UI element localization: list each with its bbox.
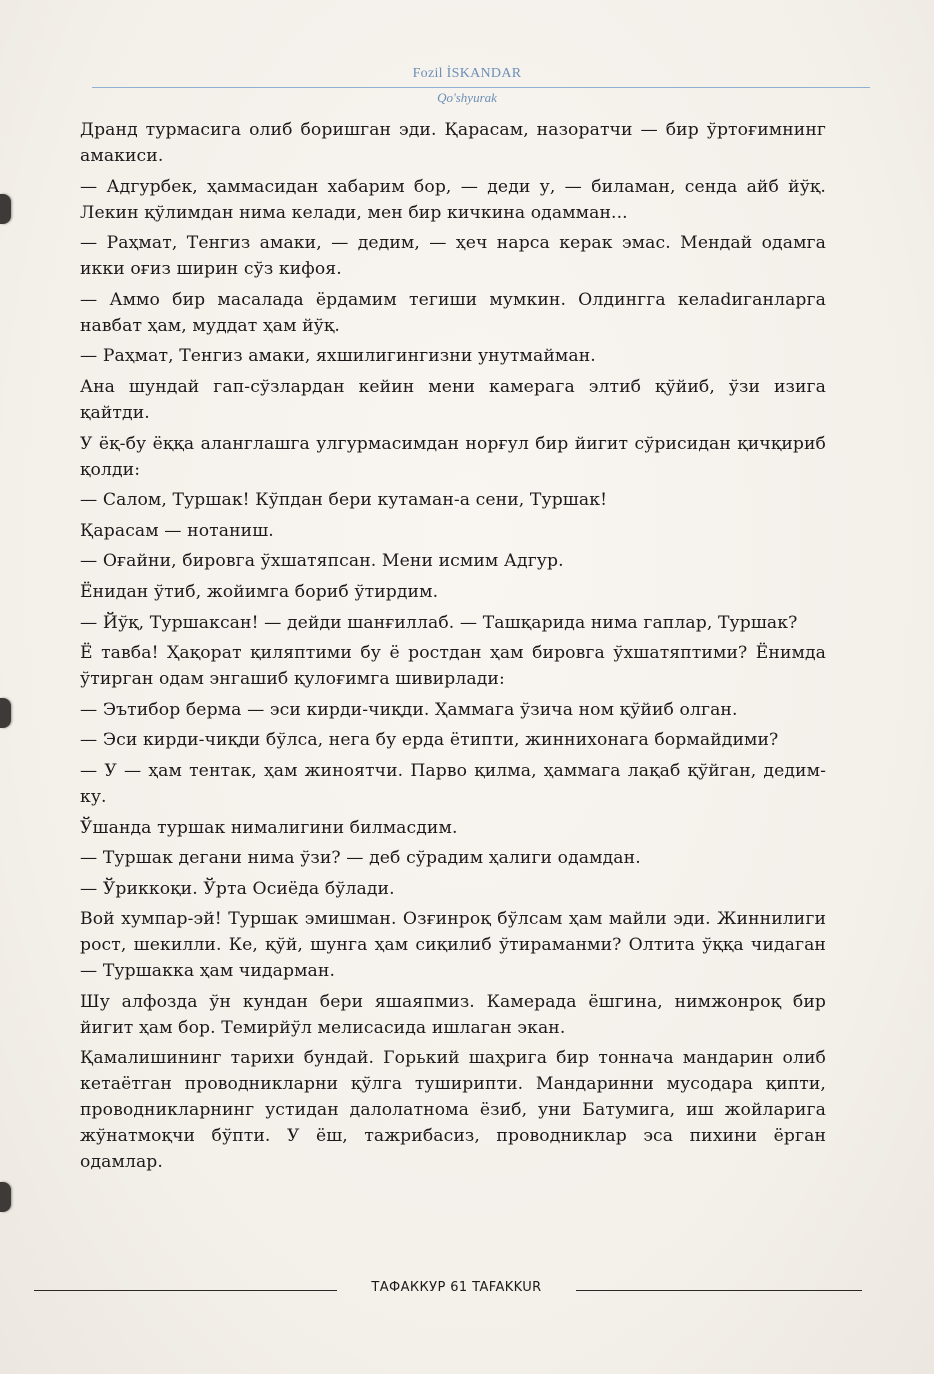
- binder-hole-middle: [0, 698, 11, 728]
- binder-hole-top: [0, 194, 11, 224]
- paragraph: — Оғайни, бировга ўхшатяпсан. Мени исмим Адгур.: [80, 551, 564, 572]
- paragraph: — Салом, Туршак! Кўпдан бери кутаман-а сени, Туршак!: [80, 490, 608, 511]
- paragraph: — Раҳмат, Тенгиз амаки, яхшилигингизни унутмайман.: [80, 346, 596, 367]
- paragraph: Ё тавба! Ҳақорат қиляптими бу ё ростдан ҳам бировга ўхшатяптими? Ёнимда ўтирган одам энгашиб қулоғимга шивирлади:: [80, 643, 826, 690]
- paragraph: Қарасам — нотаниш.: [80, 520, 274, 541]
- paragraph: — У — ҳам тентак, ҳам жиноятчи. Парво қилма, ҳаммага лақаб қўйган, дедим-ку.: [80, 760, 826, 807]
- paragraph: Ана шундай гап-сўзлардан кейин мени камерага элтиб қўйиб, ўзи изига қайтди.: [80, 376, 826, 423]
- paragraph: — Ўриккоқи. Ўрта Осиёда бўлади.: [80, 878, 395, 899]
- footer-journal-page: ТАФАККУР 61 TAFAKKUR: [371, 1280, 542, 1295]
- paragraph: — Раҳмат, Тенгиз амаки, — дедим, — ҳеч нарса керак эмас. Мендай одамга икки оғиз ширин сўз кифоя.: [80, 233, 826, 280]
- paragraph: Ёнидан ўтиб, жойимга бориб ўтирдим.: [80, 581, 439, 602]
- header-work-title: Qo'shyurak: [437, 90, 497, 105]
- header-rule: [92, 87, 870, 88]
- running-footer: [0, 1276, 934, 1306]
- body-text: [80, 117, 826, 1180]
- footer-rule-right: [576, 1290, 862, 1291]
- paragraph: — Аммо бир масалада ёрдамим тегиши мумкин. Олдингга келаdиганларга навбат ҳам, муддат ҳам йўқ.: [80, 289, 826, 336]
- paragraph: — Эси кирди-чиқди бўлса, нега бу ерда ётипти, жиннихонага бормайдими?: [80, 730, 779, 751]
- paragraph: Вой хумпар-эй! Туршак эмишман. Озғинроқ бўлсам ҳам майли эди. Жиннилиги рост, шекилли. Ке, қўй, шунга ҳам сиқилиб ўтираманми? Олтита ўққа чидаган — Туршакка ҳам чидарман.: [80, 909, 826, 982]
- header-author: Fozil İSKANDAR: [412, 66, 522, 81]
- paragraph: Дранд турмасига олиб боришган эди. Қарасам, назоратчи — бир ўртоғимнинг амакиси.: [80, 120, 826, 166]
- paragraph: — Туршак дегани нима ўзи? — деб сўрадим ҳалиги одамдан.: [80, 848, 641, 869]
- paragraph: — Йўқ, Туршаксан! — дейди шанғиллаб. — Ташқарида нима гаплар, Туршак?: [80, 612, 798, 633]
- paragraph: — Адгурбек, ҳаммасидан хабарим бор, — деди у, — биламан, сенда айб йўқ. Лекин қўлимдан нима келади, мен бир кичкина одамман...: [80, 176, 826, 223]
- paragraph: У ёқ-бу ёққа аланглашга улгурмасимдан норғул бир йигит сўрисидан қичқириб қолди:: [80, 433, 826, 480]
- binder-hole-bottom: [0, 1182, 11, 1212]
- paragraph: Қамалишининг тарихи бундай. Горький шаҳрига бир тоннача мандарин олиб кетаётган проводникларни қўлга туширипти. Мандаринни мусодара қипти, проводникларнинг устидан далолатнома ёзиб, уни Батумига, иш жойларига жўнатмоқчи бўпти. У ёш, тажрибасиз, проводниклар эса пихини ёрган одамлар.: [80, 1048, 826, 1173]
- paragraph: Шу алфозда ўн кундан бери яшаяпмиз. Камерада ёшгина, нимжонроқ бир йигит ҳам бор. Темирйўл мелисасида ишлаган экан.: [80, 991, 826, 1038]
- paragraph: — Эътибор берма — эси кирди-чиқди. Ҳаммага ўзича ном қўйиб олган.: [80, 699, 738, 720]
- paragraph: Ўшанда туршак нималигини билмасдим.: [80, 817, 458, 838]
- footer-rule-left: [34, 1290, 337, 1291]
